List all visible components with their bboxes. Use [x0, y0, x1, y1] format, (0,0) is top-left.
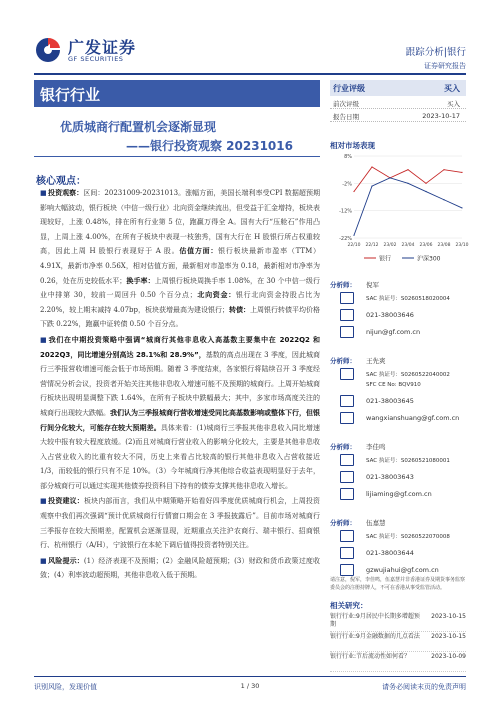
report-title: 优质城商行配置机会逐渐显现	[60, 120, 217, 134]
rating-row-value: 买入	[447, 100, 460, 108]
city-banks-detail: 具体来看：(1)城商行三季报其他非息收入同比增速大较中报有较大程度放缓。(2)而且对城商行营业收入的影响分化较大，主要是其他非息收入占营业收入的比重有较大不同，历史上来看占比较高的银行其他非息收入占营收接近 1/3，而较低的银行只有不足 10%。（3）今年城商行净其他综合收益表现明显好于去年，部分城商行可以通过实现其他债券投资科目下持有的债券支撑其他非息收入增长。	[40, 423, 320, 490]
advice-text: 板块内部而言，我们从中期策略开始看好四季度优质城商行机会，上周投资观察中我们再次强调“预计优质城商行行情窗口期会在 3 季报披露后”。目前市场对城商行三季报存在较大预期差，配置机会逐渐显现，近期重点关注沪农商行、瑞丰银行、招商银行、杭州银行（A/H），宁波银行在本轮下调后值得投资者特别关注。	[40, 497, 321, 550]
related-item-title[interactable]: 银行行业:9月金融数据的几点看法	[330, 633, 420, 640]
bank-series-point	[425, 183, 426, 184]
bank-series-point	[443, 169, 444, 170]
related-item[interactable]	[330, 652, 466, 672]
brand-name-en: GF SECURITIES	[68, 55, 124, 63]
related-item[interactable]	[330, 612, 466, 632]
related-title: 相关研究：	[330, 601, 368, 610]
city-banks-highlight: 我们认为三季报城商行营收增速受同比高基数影响或整体下行，但银行间分化较大，可能存在较大预期差。	[40, 408, 320, 432]
northbound-text: 银行北向资金持股占比为 2.20%，较上期末减持 4.07bp，板块获增最高为建设银行；	[40, 291, 321, 314]
main-body	[40, 186, 320, 584]
related-item[interactable]	[330, 632, 466, 652]
mail-icon	[340, 488, 354, 500]
valuation-text: 银行板块最新市盈率（TTM）4.91X，最新市净率 0.56X，相对估值方面，最新相对市盈率为 0.18，最新相对市净率为 0.26，处在历史较低水平；	[40, 247, 321, 285]
analyst-phone: 021-38003646	[366, 311, 414, 319]
id-card-icon	[340, 530, 354, 542]
index-series-point	[389, 177, 390, 178]
related-item-title[interactable]: 银行行业:9月居民中长期多增超预期	[330, 613, 420, 628]
gf-logo-icon	[34, 36, 62, 64]
x-tick-label: 23/04	[401, 243, 415, 248]
index-series-line	[354, 178, 462, 235]
analyst-email[interactable]: gzwujiahui@gf.com.cn	[366, 566, 439, 574]
related-item-date: 2023-10-15	[431, 633, 466, 640]
bank-series-point	[461, 172, 462, 173]
analyst-card	[330, 354, 466, 440]
related-item-date: 2023-10-09	[431, 653, 466, 660]
id-card-icon	[340, 368, 354, 380]
brand-name-cn: 广发证券	[68, 38, 137, 57]
paragraph-advice	[40, 494, 320, 552]
header-divider	[34, 73, 466, 75]
id-card-icon	[340, 454, 354, 466]
risk-text: (1）经济表现不及预期；(2）金融风险超预期；(3）财政和货币政策过度收敛；(4）利率波动超预期，其他非息收入低于预期。	[40, 556, 320, 580]
analyst-sfc: SFC CE No: BQV910	[366, 382, 421, 388]
related-list	[330, 612, 466, 672]
x-tick-label: 23/02	[383, 243, 397, 248]
rating-header	[330, 80, 466, 96]
rating-row	[330, 109, 466, 122]
city-banks-text: 基数的高点出现在 3 季度，因此城商行三季报营收增速可能会低于市场预期。随着 3 季度结束，各家银行将陆续召开 3 季度经营情况分析会议，投资者开始关注其他非息收入增速可能不及预期的城商行。上周开始城商行板块出现明显调整下跌 1.64%，在所有子板块中跌幅最大；其中，多家市场高度关注的城商行出现较大跌幅。	[40, 350, 320, 417]
index-series-point	[371, 185, 372, 186]
analyst-phone: 021-38003643	[366, 473, 414, 481]
convertible-label: 转债：	[229, 305, 251, 314]
rating-row	[330, 96, 466, 109]
index-series-point	[425, 191, 426, 192]
index-series-point	[461, 207, 462, 208]
related-item-date: 2023-10-15	[431, 613, 466, 620]
bullet-icon: ■	[40, 556, 47, 565]
analyst-label: 分析师：	[330, 443, 356, 451]
analyst-email[interactable]: wangxianshuang@gf.com.cn	[366, 414, 460, 422]
bullet-icon: ■	[40, 335, 47, 344]
analyst-phone: 021-38003645	[366, 397, 414, 405]
footer-disclaimer-link[interactable]: 请务必阅读末页的免责声明	[382, 683, 466, 691]
paragraph-risk	[40, 554, 320, 583]
analyst-name: 伍嘉慧	[366, 519, 386, 527]
advice-label: 投资建议：	[48, 497, 84, 506]
mail-icon	[340, 412, 354, 424]
bullet-icon: ■	[40, 189, 47, 197]
y-tick-label: -12%	[339, 208, 352, 215]
analyst-email[interactable]: lijiaming@gf.com.cn	[366, 490, 432, 498]
mail-icon	[340, 326, 354, 338]
footer-divider	[34, 676, 466, 677]
x-tick-label: 22/12	[365, 243, 379, 248]
index-series-point	[353, 235, 354, 236]
northbound-label: 北向资金：	[196, 291, 236, 300]
observation-label: 投资观察：	[48, 189, 84, 197]
report-subtitle: ——银行投资观察 20231016	[126, 139, 293, 153]
performance-chart	[330, 150, 469, 266]
bullet-icon: ■	[40, 497, 47, 506]
x-tick-label: 23/10	[455, 243, 469, 248]
y-tick-label: 8%	[344, 154, 352, 160]
paragraph-observation	[40, 186, 320, 332]
disclaimer-text: 请注意，倪军，李佳鸣，伍嘉慧并非香港证券及期货事务监察委员会的注册持牌人，不可在香港从事受监管活动。	[330, 577, 466, 591]
y-tick-label: -22%	[339, 236, 352, 242]
analyst-label: 分析师：	[330, 519, 356, 527]
report-type-block	[406, 44, 466, 71]
analyst-name: 王先爽	[366, 357, 386, 365]
phone-icon	[340, 395, 354, 407]
id-card-icon	[340, 292, 354, 304]
observation-text: 区间：20231009-20231013。涨幅方面，美国长端利率受CPI 数据超预期影响大幅波动，银行板块（中信一级行业）北向资金继续流出，但受益于汇金增持，板块表现较好，上涨 0.48%，排在所有行业第 5 位，跑赢万得全 A。国有大行“压舱石”作用凸显，上周上涨 4.00%，在所有子板块中表现一枝独秀，国有大行在 H 股银行所占权重较高，因此上周 H 股银行表现好于 A 股。	[40, 189, 320, 256]
analyst-sac: SAC 执证号：S0260522070008	[366, 534, 450, 540]
x-tick-label: 22/10	[347, 243, 361, 248]
industry-banner	[34, 80, 320, 107]
bank-series-point	[371, 166, 372, 167]
x-tick-label: 23/08	[437, 243, 451, 248]
rating-row-label: 前次评级	[333, 100, 359, 108]
index-series-point	[407, 183, 408, 184]
analyst-card	[330, 278, 466, 354]
valuation-label: 估值方面：	[179, 247, 219, 256]
footer-slogan: 识别风险，发现价值	[34, 683, 97, 691]
report-type: 跟踪分析|银行	[405, 47, 466, 58]
bank-series-point	[407, 169, 408, 170]
analyst-phone: 021-38003644	[366, 549, 414, 557]
analyst-list	[330, 278, 466, 592]
analyst-card	[330, 440, 466, 516]
rating-table	[330, 80, 466, 122]
analyst-label: 分析师：	[330, 281, 356, 289]
industry-title: 银行行业	[40, 86, 101, 104]
analyst-sac: SAC 执证号：S0260522040002	[366, 372, 450, 378]
analyst-name: 李佳鸣	[366, 443, 386, 451]
analyst-sac: SAC 执证号：S0260521080001	[366, 458, 450, 464]
risk-label: 风险提示：	[48, 556, 84, 565]
performance-title: 相对市场表现	[330, 141, 375, 150]
bank-series-line	[354, 167, 462, 192]
rating-row-value: 2023-10-17	[422, 112, 460, 120]
report-subtype: 证券研究报告	[424, 62, 466, 70]
analyst-email[interactable]: nijun@gf.com.cn	[366, 328, 421, 336]
phone-icon	[340, 547, 354, 559]
turnover-label: 换手率：	[126, 276, 155, 285]
core-views-heading: 核心观点：	[36, 176, 86, 187]
related-item-title[interactable]: 银行行业:节后流动性如何看？	[330, 653, 411, 660]
legend-bank-label: 银行	[379, 255, 392, 263]
city-banks-lead: 我们在中期投资策略中强调“城商行其他非息收入高基数主要集中在 2022Q2 和 2022Q3，同比增速分别高达 28.1%和 28.9%”，	[40, 335, 320, 359]
rating-label: 行业评级	[333, 84, 365, 93]
analyst-label: 分析师：	[330, 357, 356, 365]
brand-logo	[34, 34, 144, 68]
rating-value: 买入	[444, 84, 460, 93]
legend-index-label: 沪深300	[417, 255, 441, 263]
paragraph-city-banks	[40, 333, 320, 494]
title-divider	[34, 156, 320, 157]
mail-icon	[340, 564, 354, 576]
bank-series-point	[353, 191, 354, 192]
rating-row-label: 报告日期	[333, 113, 359, 121]
x-tick-label: 23/06	[419, 243, 433, 248]
phone-icon	[340, 309, 354, 321]
phone-icon	[340, 471, 354, 483]
convertible-text: 上周银行转债平均价格下跌 0.22%，跑赢中证转债 0.50 个百分点。	[40, 305, 321, 329]
analyst-sac: SAC 执证号：S0260518020004	[366, 296, 450, 302]
turnover-text: 上周银行板块周换手率 1.08%，在 30 个中信一级行业中排第 30，较前一周回升 0.50 个百分点；	[40, 276, 320, 300]
analyst-name: 倪军	[366, 281, 379, 289]
y-tick-label: -2%	[342, 181, 352, 188]
page-number: 1 / 30	[240, 682, 260, 690]
index-series-point	[443, 199, 444, 200]
